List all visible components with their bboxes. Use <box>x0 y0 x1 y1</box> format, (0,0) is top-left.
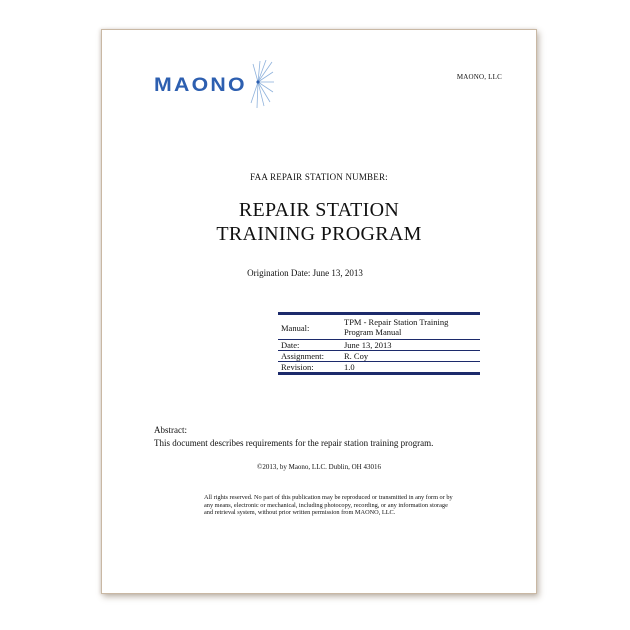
copyright-notice: ©2013, by Maono, LLC. Dublin, OH 43016 <box>257 463 381 471</box>
info-label: Assignment: <box>278 351 341 362</box>
info-value: June 13, 2013 <box>341 340 480 351</box>
abstract-text: This document describes requirements for the repair station training program. <box>154 438 434 448</box>
document-info-table <box>278 312 480 375</box>
abstract-label: Abstract: <box>154 425 187 435</box>
info-row-revision <box>278 362 480 374</box>
info-row-manual <box>278 314 480 340</box>
info-row-date <box>278 340 480 351</box>
info-value: TPM - Repair Station Training Program Manual <box>341 314 480 340</box>
document-page <box>101 29 537 594</box>
title-line-1: REPAIR STATION <box>238 199 400 221</box>
info-label: Revision: <box>278 362 341 374</box>
info-label: Manual: <box>278 314 341 340</box>
document-title <box>102 198 536 246</box>
company-name: MAONO, LLC <box>456 73 502 81</box>
info-value: R. Coy <box>341 351 480 362</box>
rights-notice: All rights reserved. No part of this publication may be reproduced or transmitted in any form or by any means, electronic or mechanical, including photocopy, recording, or any information storage and retrieval system, without prior written permission from MAONO, LLC. <box>204 494 453 516</box>
info-row-assignment <box>278 351 480 362</box>
info-value: 1.0 <box>341 362 480 374</box>
company-logo <box>154 60 274 114</box>
faa-station-label: FAA REPAIR STATION NUMBER: <box>250 172 388 182</box>
origination-date: Origination Date: June 13, 2013 <box>247 268 363 278</box>
logo-wordmark: MAONO <box>154 75 247 96</box>
info-label: Date: <box>278 340 341 351</box>
title-line-2: TRAINING PROGRAM <box>216 223 422 245</box>
